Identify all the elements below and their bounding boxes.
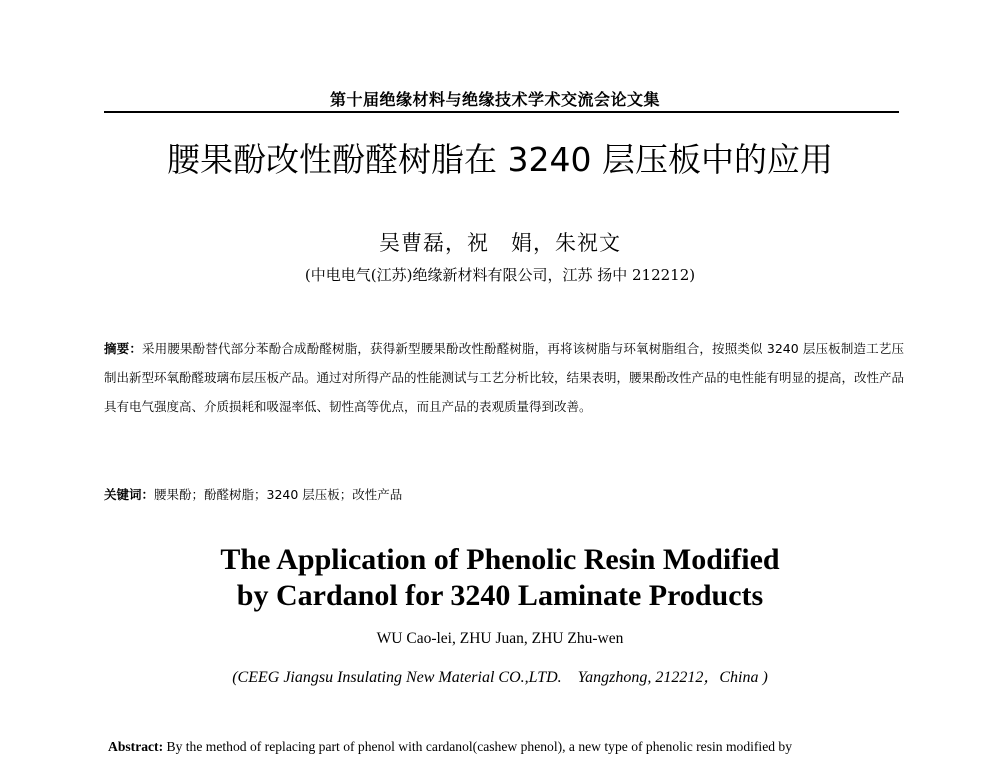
chinese-keywords-label: 关键词： bbox=[104, 487, 155, 502]
chinese-authors: 吴曹磊，祝 娟，朱祝文 bbox=[379, 231, 621, 255]
english-title bbox=[0, 542, 1000, 614]
chinese-affiliation: (中电电气(江苏)绝缘新材料有限公司，江苏 扬中 212212) bbox=[304, 266, 696, 284]
header-rule bbox=[104, 111, 899, 113]
chinese-abstract bbox=[104, 334, 904, 421]
english-title-line-1: The Application of Phenolic Resin Modified bbox=[220, 543, 780, 576]
running-header: 第十届绝缘材料与绝缘技术学术交流会论文集 bbox=[330, 90, 661, 109]
chinese-title: 腰果酚改性酚醛树脂在 3240 层压板中的应用 bbox=[167, 140, 833, 179]
chinese-keywords-text: 腰果酚；酚醛树脂；3240 层压板；改性产品 bbox=[154, 487, 403, 502]
english-affiliation: (CEEG Jiangsu Insulating New Material CO.,LTD. Yangzhong, 212212，China ) bbox=[232, 669, 768, 686]
english-authors: WU Cao-lei, ZHU Juan, ZHU Zhu-wen bbox=[376, 630, 624, 647]
english-abstract-label: Abstract: bbox=[108, 739, 164, 754]
english-abstract-text: By the method of replacing part of phenol with cardanol(cashew phenol), a new type of phenolic resin modified by bbox=[163, 739, 793, 754]
english-title-line-2: by Cardanol for 3240 Laminate Products bbox=[236, 579, 764, 612]
chinese-keywords bbox=[104, 485, 904, 503]
chinese-abstract-text: 采用腰果酚替代部分苯酚合成酚醛树脂，获得新型腰果酚改性酚醛树脂，再将该树脂与环氧树脂组合，按照类似 3240 层压板制造工艺压制出新型环氧酚醛玻璃布层压板产品。通过对所得产品的性能测试与工艺分析比较，结果表明，腰果酚改性产品的电性能有明显的提高，改性产品具有电气强度高、介质损耗和吸湿率低、韧性高等优点，而且产品的表观质量得到改善。 bbox=[104, 341, 905, 414]
chinese-abstract-label: 摘要： bbox=[104, 341, 143, 356]
english-abstract bbox=[108, 739, 908, 755]
